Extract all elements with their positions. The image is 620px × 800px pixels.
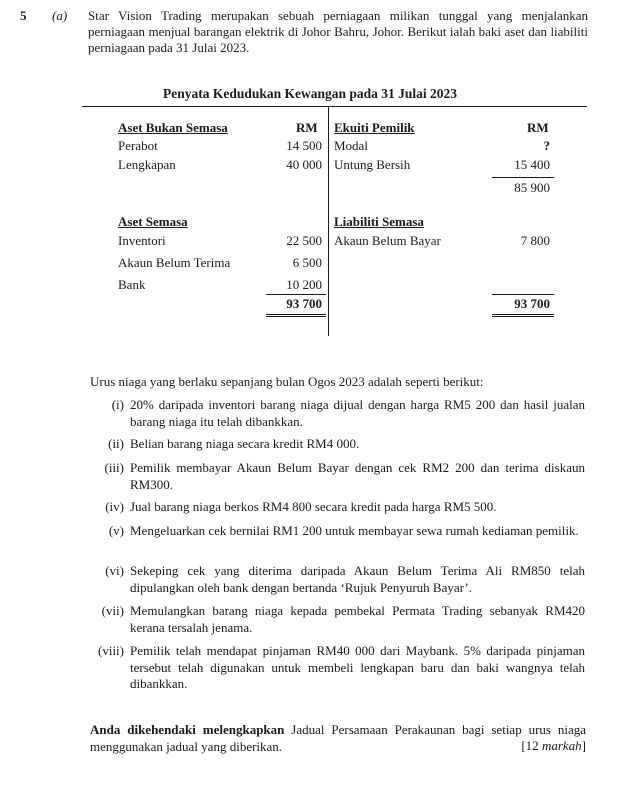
lengkapan-value: 40 000 — [286, 157, 322, 172]
transaction-text: 20% daripada inventori barang niaga dijual dengan harga RM5 200 dan hasil jualan barang niaga itu telah dibankkan. — [130, 397, 585, 429]
marks-label — [474, 738, 586, 754]
right-total-double-rule-2 — [492, 316, 554, 317]
left-total-double-rule-1 — [266, 314, 326, 315]
right-subtotal-rule — [492, 177, 554, 178]
akaun-belum-bayar-label: Akaun Belum Bayar — [334, 233, 441, 248]
transaction-text: Pemilik membayar Akaun Belum Bayar dengan cek RM2 200 dan terima diskaun RM300. — [130, 460, 585, 492]
marks-open: [12 — [521, 738, 542, 753]
statement-top-rule — [82, 106, 587, 107]
question-intro: Star Vision Trading merupakan sebuah perniagaan milikan tunggal yang menjalankan perniagaan menjual barangan elektrik di Johor Bahru, Johor. Berikut ialah baki aset dan liabiliti perniagaan pada 31 Julai 2023. — [88, 8, 588, 55]
right-total: 93 700 — [514, 296, 550, 311]
transaction-text: Sekeping cek yang diterima daripada Akaun Belum Terima Ali RM850 telah dipulangkan oleh bank dengan bertanda ‘Rujuk Penyuruh Bayar’. — [130, 563, 585, 595]
transaction-text: Memulangkan barang niaga kepada pembekal Permata Trading sebanyak RM420 kerana tersalah jenama. — [130, 603, 585, 635]
owner-equity-heading: Ekuiti Pemilik — [334, 120, 415, 135]
statement-center-divider — [328, 106, 329, 336]
non-current-assets-heading: Aset Bukan Semasa — [118, 120, 228, 135]
akaun-belum-terima-label: Akaun Belum Terima — [118, 255, 231, 270]
bank-value: 10 200 — [286, 277, 322, 292]
right-total-rule — [492, 294, 554, 295]
transaction-number: (vii) — [101, 603, 124, 618]
transaction-number: (vi) — [105, 563, 124, 578]
transaction-number: (iii) — [104, 460, 124, 475]
instruction-bold: Anda dikehendaki melengkapkan — [90, 722, 285, 737]
untung-bersih-value: 15 400 — [514, 157, 550, 172]
left-currency-header: RM — [296, 120, 318, 135]
perabot-label: Perabot — [118, 138, 158, 153]
left-total-double-rule-2 — [266, 316, 326, 317]
transaction-text: Pemilik telah mendapat pinjaman RM40 000 dari Maybank. 5% daripada pinjaman tersebut telah digunakan untuk membeli lengkapan baru dan baki wangnya telah dibankkan. — [130, 643, 585, 691]
marks-word: markah — [541, 738, 582, 753]
right-total-double-rule-1 — [492, 314, 554, 315]
left-total: 93 700 — [286, 296, 322, 311]
question-part: (a) — [52, 8, 68, 23]
transactions-lead: Urus niaga yang berlaku sepanjang bulan Ogos 2023 adalah seperti berikut: — [90, 374, 484, 389]
bank-label: Bank — [118, 277, 146, 292]
instruction-rest: Jadual Persamaan Perakaunan bagi setiap urus niaga menggunakan jadual yang diberikan. — [90, 722, 587, 754]
current-assets-heading: Aset Semasa — [118, 214, 188, 229]
modal-value: ? — [543, 138, 550, 153]
modal-label: Modal — [334, 138, 368, 153]
current-liabilities-heading: Liabiliti Semasa — [334, 214, 424, 229]
inventori-value: 22 500 — [286, 233, 322, 248]
statement-title: Penyata Kedudukan Kewangan pada 31 Julai 2023 — [162, 86, 458, 101]
transaction-text: Jual barang niaga berkos RM4 800 secara kredit pada harga RM5 500. — [130, 499, 497, 514]
right-currency-header: RM — [527, 120, 549, 135]
transaction-number: (i) — [111, 397, 124, 412]
lengkapan-label: Lengkapan — [118, 157, 176, 172]
akaun-belum-bayar-value: 7 800 — [520, 233, 550, 248]
untung-bersih-label: Untung Bersih — [334, 157, 411, 172]
akaun-belum-terima-value: 6 500 — [292, 255, 322, 270]
transaction-number: (iv) — [105, 499, 124, 514]
transaction-number: (viii) — [98, 643, 124, 658]
transaction-number: (ii) — [108, 436, 124, 451]
left-total-rule — [266, 294, 326, 295]
right-subtotal: 85 900 — [514, 180, 550, 195]
inventori-label: Inventori — [118, 233, 166, 248]
transaction-text: Mengeluarkan cek bernilai RM1 200 untuk membayar sewa rumah kediaman pemilik. — [130, 523, 579, 538]
transaction-text: Belian barang niaga secara kredit RM4 000. — [130, 436, 360, 451]
question-number: 5 — [20, 8, 27, 23]
perabot-value: 14 500 — [286, 138, 322, 153]
transaction-number: (v) — [108, 523, 124, 538]
marks-close: ] — [581, 738, 586, 753]
